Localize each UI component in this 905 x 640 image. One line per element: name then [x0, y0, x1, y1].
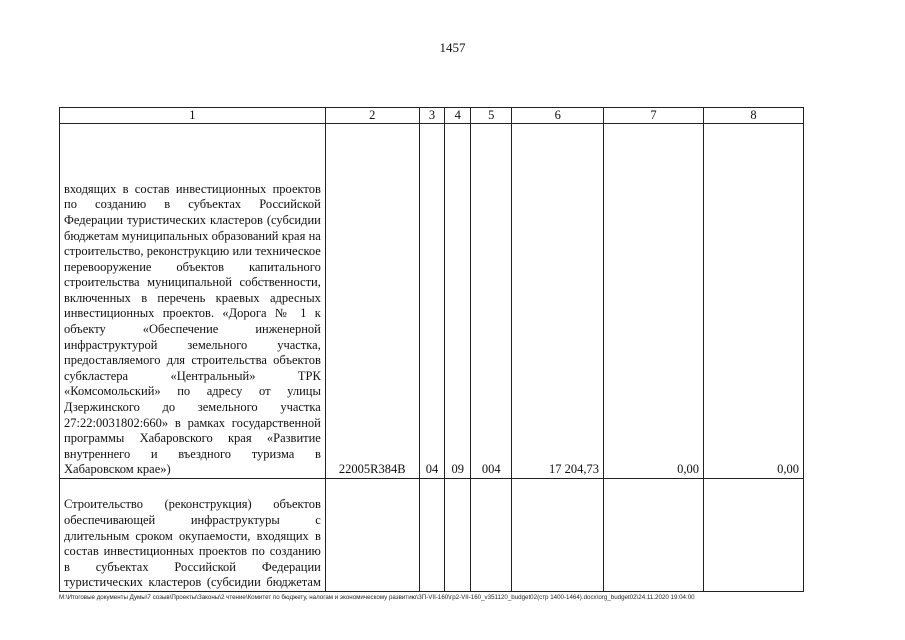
table-row — [60, 124, 804, 479]
table-header-row — [60, 108, 804, 124]
row-section — [419, 479, 445, 592]
row-subsection: 09 — [445, 124, 471, 479]
column-header-3: 3 — [419, 108, 445, 124]
column-header-2: 2 — [325, 108, 419, 124]
row-expense-type — [471, 479, 512, 592]
row-amount-col7 — [604, 479, 704, 592]
column-header-8: 8 — [704, 108, 804, 124]
row-amount-col8: 0,00 — [704, 124, 804, 479]
table-row — [60, 479, 804, 592]
page-number: 1457 — [439, 40, 466, 55]
row-target-code: 22005R384B — [325, 124, 419, 479]
row-amount-col7: 0,00 — [604, 124, 704, 479]
column-header-1: 1 — [60, 108, 326, 124]
column-header-6: 6 — [512, 108, 604, 124]
row-amount-col6 — [512, 479, 604, 592]
document-file-path: M:\Итоговые документы Думы\7 созыв\Проекты\Законы\2 чтение\Комитет по бюджету, налогам и экономическому развитию\ЗП-VII-160\гр2-VII-160_v351120_budget02(стр 1400-1464).docx\org_budget02\24.11.2020 19:04:00 — [59, 594, 695, 601]
row-subsection — [445, 479, 471, 592]
row-amount-col8 — [704, 479, 804, 592]
row-description: входящих в состав инвестиционных проектов по созданию в субъектах Российской Федерации туристических кластеров (субсидии бюджетам муниципальных образований края на строительство, реконструкцию или техническое перевооружение объектов капитального строительства муниципальной собственности, включенных в перечень краевых адресных инвестиционных проектов. «Дорога № 1 к объекту «Обеспечение инженерной инфраструктурой земельного участка, предоставляемого для строительства объектов субкластера «Центральный» ТРК «Комсомольский» по адресу от улицы Дзержинского до земельного участка 27:22:0031802:660» в рамках государственной программы Хабаровского края «Развитие внутреннего и въездного туризма в Хабаровском крае») — [60, 124, 326, 479]
row-section: 04 — [419, 124, 445, 479]
column-header-5: 5 — [471, 108, 512, 124]
row-target-code — [325, 479, 419, 592]
column-header-7: 7 — [604, 108, 704, 124]
row-expense-type: 004 — [471, 124, 512, 479]
budget-table — [59, 107, 804, 592]
row-amount-col6: 17 204,73 — [512, 124, 604, 479]
row-description: Строительство (реконструкция) объектов обеспечивающей инфраструктуры с длительным сроком окупаемости, входящих в состав инвестиционных проектов по созданию в субъектах Российской Федерации туристических кластеров (субсидии бюджетам — [60, 479, 326, 592]
column-header-4: 4 — [445, 108, 471, 124]
